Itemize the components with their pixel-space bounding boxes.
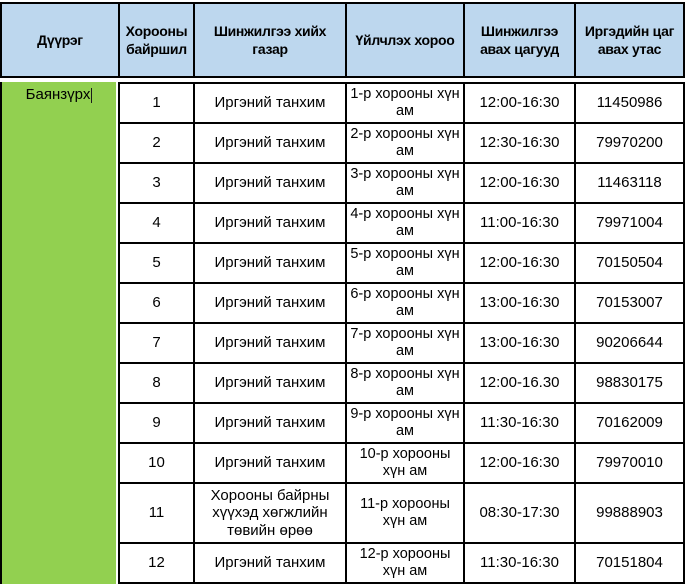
serving-khoroo-cell[interactable]: 7-р хорооны хүн ам: [347, 324, 465, 364]
khoroo-location-cell[interactable]: 7: [120, 324, 195, 364]
test-hours-cell[interactable]: 12:00-16:30: [465, 84, 576, 124]
table-row: [120, 84, 685, 124]
test-hours-cell[interactable]: 12:00-16:30: [465, 244, 576, 284]
khoroo-location-cell[interactable]: 2: [120, 124, 195, 164]
phone-cell[interactable]: 70162009: [576, 404, 685, 444]
test-place-cell[interactable]: Иргэний танхим: [195, 164, 347, 204]
table-row: [120, 204, 685, 244]
column-header-khoroo-location[interactable]: Хорооны байршил: [120, 4, 195, 78]
khoroo-location-cell[interactable]: 11: [120, 484, 195, 544]
table-row: [120, 544, 685, 584]
test-place-cell[interactable]: Иргэний танхим: [195, 244, 347, 284]
table-row: [120, 124, 685, 164]
phone-cell[interactable]: 79970010: [576, 444, 685, 484]
test-place-cell[interactable]: Иргэний танхим: [195, 284, 347, 324]
test-place-cell[interactable]: Хорооны байрны хүүхэд хөгжлийн төвийн өрөө: [195, 484, 347, 544]
table-row: [120, 364, 685, 404]
serving-khoroo-cell[interactable]: 5-р хорооны хүн ам: [347, 244, 465, 284]
phone-cell[interactable]: 90206644: [576, 324, 685, 364]
table-row: [120, 284, 685, 324]
test-place-cell[interactable]: Иргэний танхим: [195, 364, 347, 404]
test-hours-cell[interactable]: 13:00-16:30: [465, 324, 576, 364]
phone-cell[interactable]: 70151804: [576, 544, 685, 584]
phone-cell[interactable]: 70150504: [576, 244, 685, 284]
khoroo-location-cell[interactable]: 5: [120, 244, 195, 284]
test-hours-cell[interactable]: 11:30-16:30: [465, 544, 576, 584]
khoroo-location-cell[interactable]: 3: [120, 164, 195, 204]
column-header-district[interactable]: Дүүрэг: [2, 4, 120, 78]
test-hours-cell[interactable]: 11:30-16:30: [465, 404, 576, 444]
serving-khoroo-cell[interactable]: 12-р хорооны хүн ам: [347, 544, 465, 584]
khoroo-location-cell[interactable]: 10: [120, 444, 195, 484]
table-row: [120, 484, 685, 544]
khoroo-location-cell[interactable]: 12: [120, 544, 195, 584]
data-grid: [118, 82, 685, 584]
table-row: [120, 244, 685, 284]
serving-khoroo-cell[interactable]: 9-р хорооны хүн ам: [347, 404, 465, 444]
column-header-test-hours[interactable]: Шинжилгээ авах цагууд: [465, 4, 576, 78]
khoroo-location-cell[interactable]: 1: [120, 84, 195, 124]
serving-khoroo-cell[interactable]: 6-р хорооны хүн ам: [347, 284, 465, 324]
test-hours-cell[interactable]: 12:00-16:30: [465, 444, 576, 484]
serving-khoroo-cell[interactable]: 8-р хорооны хүн ам: [347, 364, 465, 404]
text-edit-cursor: [91, 88, 92, 103]
phone-cell[interactable]: 11463118: [576, 164, 685, 204]
test-place-cell[interactable]: Иргэний танхим: [195, 544, 347, 584]
table-header-row: [0, 2, 685, 78]
test-hours-cell[interactable]: 12:00-16:30: [465, 164, 576, 204]
test-hours-cell[interactable]: 12:30-16:30: [465, 124, 576, 164]
test-place-cell[interactable]: Иргэний танхим: [195, 84, 347, 124]
serving-khoroo-cell[interactable]: 4-р хорооны хүн ам: [347, 204, 465, 244]
phone-cell[interactable]: 98830175: [576, 364, 685, 404]
serving-khoroo-cell[interactable]: 1-р хорооны хүн ам: [347, 84, 465, 124]
test-hours-cell[interactable]: 13:00-16:30: [465, 284, 576, 324]
test-place-cell[interactable]: Иргэний танхим: [195, 124, 347, 164]
serving-khoroo-cell[interactable]: 11-р хорооны хүн ам: [347, 484, 465, 544]
khoroo-location-cell[interactable]: 6: [120, 284, 195, 324]
serving-khoroo-cell[interactable]: 10-р хорооны хүн ам: [347, 444, 465, 484]
khoroo-location-cell[interactable]: 9: [120, 404, 195, 444]
column-header-serving-khoroo[interactable]: Үйлчлэх хороо: [347, 4, 465, 78]
district-name: Баянзүрх: [25, 86, 91, 103]
phone-cell[interactable]: 70153007: [576, 284, 685, 324]
test-place-cell[interactable]: Иргэний танхим: [195, 444, 347, 484]
test-hours-cell[interactable]: 11:00-16:30: [465, 204, 576, 244]
table-row: [120, 324, 685, 364]
table-row: [120, 404, 685, 444]
district-cell-bayanzurkh[interactable]: [0, 82, 116, 584]
phone-cell[interactable]: 79971004: [576, 204, 685, 244]
test-place-cell[interactable]: Иргэний танхим: [195, 324, 347, 364]
test-hours-cell[interactable]: 12:00-16.30: [465, 364, 576, 404]
phone-cell[interactable]: 99888903: [576, 484, 685, 544]
khoroo-location-cell[interactable]: 8: [120, 364, 195, 404]
serving-khoroo-cell[interactable]: 3-р хорооны хүн ам: [347, 164, 465, 204]
test-hours-cell[interactable]: 08:30-17:30: [465, 484, 576, 544]
serving-khoroo-cell[interactable]: 2-р хорооны хүн ам: [347, 124, 465, 164]
table-row: [120, 164, 685, 204]
column-header-phone[interactable]: Иргэдийн цаг авах утас: [576, 4, 685, 78]
phone-cell[interactable]: 79970200: [576, 124, 685, 164]
column-header-test-place[interactable]: Шинжилгээ хийх газар: [195, 4, 347, 78]
test-place-cell[interactable]: Иргэний танхим: [195, 404, 347, 444]
phone-cell[interactable]: 11450986: [576, 84, 685, 124]
khoroo-location-cell[interactable]: 4: [120, 204, 195, 244]
test-place-cell[interactable]: Иргэний танхим: [195, 204, 347, 244]
table-row: [120, 444, 685, 484]
